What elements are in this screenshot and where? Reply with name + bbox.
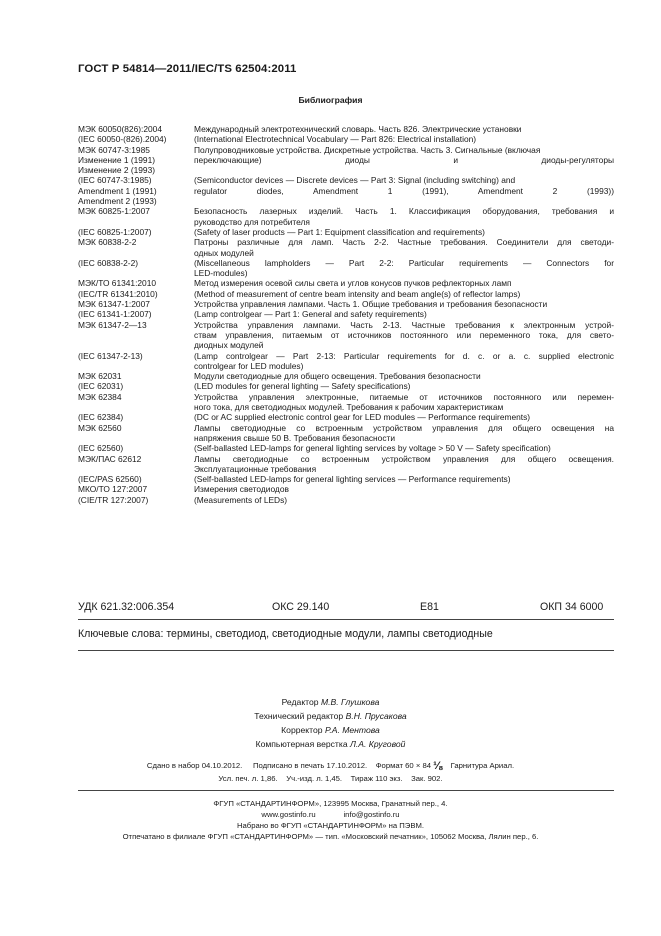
editor-role: Технический редактор [254, 711, 344, 721]
standard-code [78, 361, 194, 371]
bibliography-entry [78, 381, 614, 391]
bibliography-entry [78, 423, 614, 433]
standard-code: МЭК 61347-2—13 [78, 319, 147, 330]
email-link[interactable]: info@gostinfo.ru [343, 810, 400, 819]
printing-note: Отпечатано в филиале ФГУП «СТАНДАРТИНФОРМ» — тип. «Московский печатник», 105062 Москва, Лялин пер., 6. [122, 832, 539, 841]
standard-title: руководство для потребителя [194, 216, 310, 227]
bibliography-entry [78, 186, 614, 196]
bibliography-entry [78, 340, 614, 350]
bibliography-entry [78, 258, 614, 268]
standard-title: Модули светодиодные для общего освещения. Требования безопасности [194, 371, 481, 382]
standard-title: Безопасность лазерных изделий. Часть 1. Классификация оборудования, требования и [194, 206, 614, 217]
bibliography-entry [78, 289, 614, 299]
website-link[interactable]: www.gostinfo.ru [261, 810, 316, 819]
standard-code: (IEC/TR 61341:2010) [78, 288, 158, 299]
editor-name: Л.А. Круговой [350, 739, 406, 749]
bibliography-entry [78, 155, 614, 165]
publisher-contacts [0, 810, 661, 819]
udk-code: УДК 621.32:006.354 [78, 601, 175, 613]
standard-code: МЭК 60838-2-2 [78, 237, 137, 248]
imprint-line-1 [0, 759, 661, 771]
paper-format: Формат 60 × 84 [375, 761, 432, 770]
standard-title: одных модулей [194, 247, 254, 258]
standard-title: Измерения светодиодов [194, 484, 289, 495]
standard-title: (Measurements of LEDs) [194, 494, 288, 505]
bibliography-entry [78, 330, 614, 340]
standard-code: (IEC 61341-1:2007) [78, 309, 152, 320]
bibliography-title: Библиография [298, 95, 363, 105]
standard-title: (Semiconductor devices — Discrete devices — Part 3: Signal (including switching) and [194, 175, 516, 186]
standard-title: (Miscellaneous lampholders — Part 2-2: Particular requirements — Connectors for [194, 257, 614, 268]
submitted-date: Сдано в набор 04.10.2012. [146, 761, 243, 770]
standard-title: Устройства управления лампами. Часть 2-13. Частные требования к электронным устрой- [194, 319, 614, 330]
standard-title: (Lamp controlgear — Part 1: General and safety requirements) [194, 309, 427, 320]
standard-title: диодных модулей [194, 340, 264, 351]
standard-title: Международный электротехнический словарь. Часть 826. Электрические установки [194, 124, 522, 134]
publisher-address: ФГУП «СТАНДАРТИНФОРМ», 123995 Москва, Гранатный пер., 4. [213, 799, 448, 808]
corrector-line [0, 725, 661, 735]
bibliography-entry [78, 278, 614, 288]
bibliography-entry [78, 227, 614, 237]
bibliography-entry [78, 464, 614, 474]
standard-code: (IEC 60838-2-2) [78, 257, 139, 268]
bibliography-entry [78, 474, 614, 484]
signed-date: Подписано в печать 17.10.2012. [253, 761, 368, 770]
standard-title: (Safety of laser products — Part 1: Equipment classification and requirements) [194, 226, 485, 237]
bibliography-entry [78, 145, 614, 155]
standard-title: controlgear for LED modules) [194, 360, 304, 371]
bibliography-entry [78, 412, 614, 422]
standard-title: Полупроводниковые устройства. Дискретные устройства. Часть 3. Сигнальные (включая [194, 144, 541, 155]
standard-code: Изменение 1 (1991) [78, 154, 156, 165]
standard-code: (IEC 60050-(826).2004) [78, 134, 167, 145]
standard-title: (DC or AC supplied electronic control gear for LED modules — Performance requirements) [194, 412, 531, 423]
bibliography-entry [78, 206, 614, 216]
standard-code: МЭК 60050(826):2004 [78, 124, 162, 134]
standard-code: (CIE/TR 127:2007) [78, 494, 149, 505]
publisher-sheets: Уч.-изд. л. 1,45. [286, 774, 343, 783]
standard-code: МЭК 62384 [78, 391, 122, 402]
layout-line [0, 739, 661, 749]
standard-title: (Lamp controlgear — Part 2-13: Particular requirements for d. c. or a. c. supplied electronic [194, 350, 614, 361]
editor-role: Компьютерная верстка [255, 739, 348, 749]
standard-title: Лампы светодиодные со встроенным устройством управления для общего освещения на [194, 422, 614, 433]
standard-title: Эксплуатационные требования [194, 463, 317, 474]
standard-code: МКО/ТО 127:2007 [78, 484, 148, 495]
standard-code: (IEC 62384) [78, 412, 124, 423]
standard-code: Amendment 2 (1993) [78, 196, 157, 207]
standard-code: (IEC 62560) [78, 443, 124, 454]
standard-title: LED-modules) [194, 268, 248, 279]
standard-title: Патроны различные для ламп. Часть 2-2. Частные требования. Соединители для светоди- [194, 237, 614, 248]
document-header: ГОСТ Р 54814—2011/IEC/TS 62504:2011 [78, 63, 297, 75]
standard-code [78, 402, 194, 412]
bibliography-entry [78, 454, 614, 464]
standard-code: МЭК 60747-3:1985 [78, 144, 150, 155]
standard-code: (IEC 60825-1:2007) [78, 226, 152, 237]
standard-code: Изменение 2 (1993) [78, 165, 156, 176]
divider-line [78, 619, 614, 620]
bibliography-entry [78, 320, 614, 330]
editor-line [0, 697, 661, 707]
standard-title: (Self-ballasted LED-lamps for general lighting services by voltage > 50 V — Safety specification) [194, 443, 551, 454]
bibliography-entry [78, 165, 614, 175]
bibliography-entry [78, 175, 614, 185]
bibliography-entry [78, 495, 614, 505]
standard-code [78, 268, 194, 278]
standard-code [78, 330, 194, 340]
standard-code [78, 464, 194, 474]
bibliography-entry [78, 268, 614, 278]
bibliography-entry [78, 361, 614, 371]
standard-title: ного тока, для светодиодных модулей. Требования к рабочим характеристикам [194, 402, 504, 413]
bibliography-entry [78, 248, 614, 258]
standard-title: (Method of measurement of centre beam intensity and beam angle(s) of reflector lamps) [194, 288, 521, 299]
standard-code: (IEC 60747-3:1985) [78, 175, 152, 186]
standard-title: Устройства управления лампами. Часть 1. Общие требования и требования безопасности [194, 299, 548, 310]
tech-editor-line [0, 711, 661, 721]
bibliography-entry [78, 309, 614, 319]
imprint-line-2 [0, 774, 661, 783]
standard-title: regulator diodes, Amendment 1 (1991), Amendment 2 (1993)) [194, 185, 614, 196]
bibliography-entry [78, 484, 614, 494]
okp-code: ОКП 34 6000 [540, 601, 604, 613]
editor-role: Корректор [281, 725, 323, 735]
bibliography-entry [78, 134, 614, 144]
bibliography-entry [78, 237, 614, 247]
standard-code [78, 433, 194, 443]
bibliography-entry [78, 124, 614, 134]
standard-title [194, 165, 614, 175]
standard-title: напряжения свыше 50 В. Требования безопасности [194, 432, 396, 443]
bibliography-entry [78, 299, 614, 309]
editor-name: М.В. Глушкова [320, 697, 380, 707]
divider-line [78, 790, 614, 791]
standard-title: Метод измерения осевой силы света и углов конусов пучков рефлекторных ламп [194, 278, 512, 289]
bibliography-entry [78, 443, 614, 453]
typeface: Гарнитура Ариал. [450, 761, 515, 770]
editor-role: Редактор [281, 697, 319, 707]
standard-code [78, 340, 194, 350]
format-fraction: ⅛ [433, 760, 443, 772]
standard-code: МЭК 61347-1:2007 [78, 299, 150, 310]
oks-code: ОКС 29.140 [272, 601, 330, 613]
standard-code: (IEC/PAS 62560) [78, 474, 142, 485]
standard-title: Лампы светодиодные со встроенным устройством управления для общего освещения. [194, 453, 614, 464]
standard-code [78, 217, 194, 227]
bibliography-entry [78, 371, 614, 381]
bibliography-entry [78, 402, 614, 412]
bibliography-entry [78, 217, 614, 227]
standard-title: (LED modules for general lighting — Safety specifications) [194, 381, 411, 392]
bibliography-entry [78, 196, 614, 206]
bibliography-entry [78, 351, 614, 361]
standard-code: МЭК 62031 [78, 371, 122, 382]
standard-code: Amendment 1 (1991) [78, 185, 157, 196]
keywords: Ключевые слова: термины, светодиод, светодиодные модули, лампы светодиодные [78, 628, 493, 640]
editor-name: В.Н. Прусакова [345, 711, 407, 721]
standard-code: (IEC 61347-2-13) [78, 350, 143, 361]
printed-sheets: Усл. печ. л. 1,86. [218, 774, 278, 783]
standard-title: ствам управления, питаемым от источников постоянного или переменного тока, для свето- [194, 329, 614, 340]
divider-line [78, 650, 614, 651]
standard-title: (International Electrotechnical Vocabulary — Part 826: Electrical installation) [194, 134, 477, 145]
standard-code [78, 248, 194, 258]
standard-code: МЭК 60825-1:2007 [78, 206, 150, 217]
standard-code: МЭК/ТО 61341:2010 [78, 278, 157, 289]
standard-title: Устройства управления электронные, питаемые от источников постоянного или перемен- [194, 391, 614, 402]
standard-title: (Self-ballasted LED-lamps for general lighting services — Performance requirements) [194, 474, 511, 485]
bibliography-entry [78, 433, 614, 443]
standard-code: МЭК 62560 [78, 422, 122, 433]
standard-title [194, 196, 614, 206]
editor-name: Р.А. Ментова [324, 725, 380, 735]
standard-code: МЭК/ПАС 62612 [78, 453, 142, 464]
bibliography-list [78, 124, 614, 505]
standard-title: переключающие) диоды и диоды-регуляторы [194, 154, 614, 165]
e-code: Е81 [420, 601, 439, 613]
typeset-note: Набрано во ФГУП «СТАНДАРТИНФОРМ» на ПЭВМ. [236, 821, 425, 830]
bibliography-entry [78, 392, 614, 402]
standard-code: (IEC 62031) [78, 381, 124, 392]
order-number: Зак. 902. [411, 774, 443, 783]
print-run: Тираж 110 экз. [350, 774, 403, 783]
